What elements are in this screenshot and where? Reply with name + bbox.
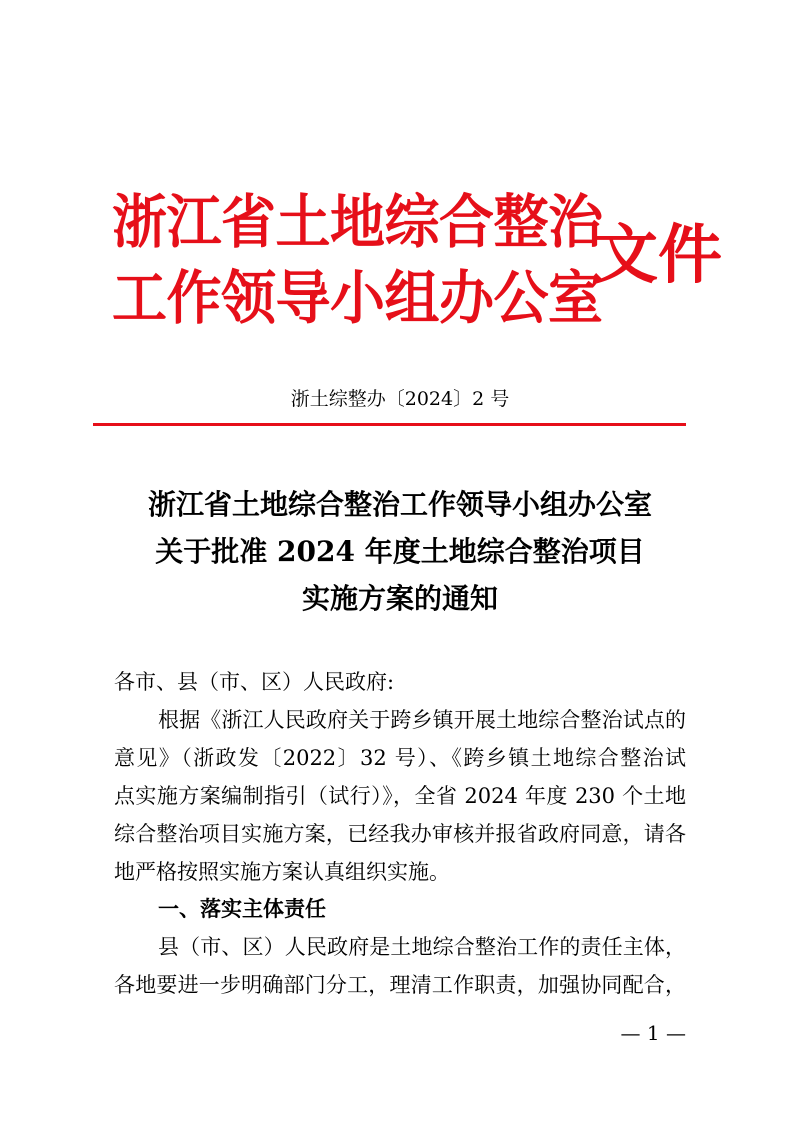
paragraph-line: 意见》（浙政发〔2022〕32 号）、《跨乡镇土地综合整治试 bbox=[114, 746, 686, 770]
salutation: 各市、县（市、区）人民政府: bbox=[114, 670, 395, 694]
title-line: 关于批准 2024 年度土地综合整治项目 bbox=[155, 535, 645, 568]
paragraph-line: 地严格按照实施方案认真组织实施。 bbox=[114, 860, 450, 884]
paragraph-line: 各地要进一步明确部门分工，理清工作职责，加强协同配合， bbox=[114, 973, 686, 997]
issuer-line-1: 浙江省土地综合整治 bbox=[112, 188, 603, 256]
paragraph-line: 点实施方案编制指引（试行）》，全省 2024 年度 230 个土地 bbox=[114, 784, 686, 808]
title-line: 浙江省土地综合整治工作领导小组办公室 bbox=[147, 488, 652, 521]
paragraph-line: 根据《浙江人民政府关于跨乡镇开展土地综合整治试点的 bbox=[158, 708, 686, 732]
paragraph-line: 综合整治项目实施方案，已经我办审核并报省政府同意，请各 bbox=[114, 822, 686, 846]
document-number: 浙土综整办〔2024〕2 号 bbox=[290, 388, 510, 410]
title-line: 实施方案的通知 bbox=[301, 582, 498, 615]
issuer-line-2: 工作领导小组办公室 bbox=[112, 264, 603, 332]
document-label: 文件 bbox=[594, 219, 722, 293]
document-title bbox=[0, 481, 800, 622]
page-number: — 1 — bbox=[620, 1021, 686, 1045]
red-divider bbox=[93, 423, 686, 426]
paragraph-line: 县（市、区）人民政府是土地综合整治工作的责任主体， bbox=[158, 935, 686, 959]
section-heading: 一、落实主体责任 bbox=[158, 897, 326, 921]
